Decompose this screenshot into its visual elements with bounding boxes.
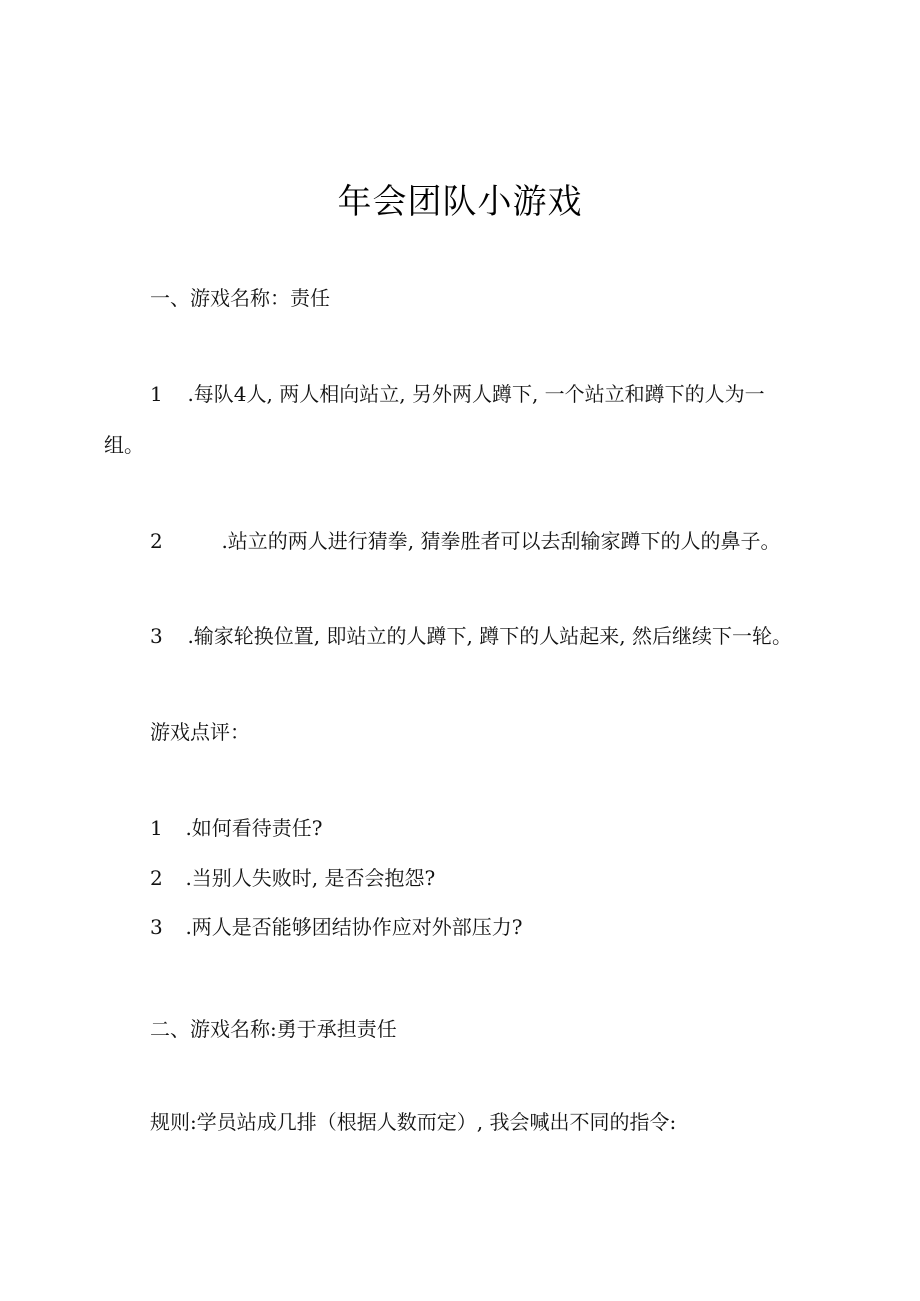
step-3-number: 3	[150, 624, 163, 648]
review-item-1	[150, 814, 323, 842]
review-item-3-text: .两人是否能够团结协作应对外部压力?	[185, 915, 523, 939]
step-3-text: .输家轮换位置, 即站立的人蹲下, 蹲下的人站起来, 然后继续下一轮。	[187, 624, 792, 648]
document-title: 年会团队小游戏	[337, 182, 583, 222]
step-3	[150, 622, 792, 650]
step-2	[150, 527, 781, 555]
review-item-2-text: .当别人失败时, 是否会抱怨?	[185, 866, 436, 890]
step-1-number: 1	[150, 382, 163, 406]
review-item-2	[150, 864, 435, 892]
review-item-3-number: 3	[150, 915, 163, 939]
step-2-number: 2	[150, 529, 163, 553]
step-1-wrap: 组。	[104, 433, 144, 457]
section2-rules: 规则:学员站成几排（根据人数而定）, 我会喊出不同的指令:	[150, 1110, 677, 1134]
review-item-2-number: 2	[150, 866, 163, 890]
step-1	[150, 380, 765, 408]
step-1-text: .每队4人, 两人相向站立, 另外两人蹲下, 一个站立和蹲下的人为一	[187, 382, 765, 406]
step-2-text: .站立的两人进行猜拳, 猜拳胜者可以去刮输家蹲下的人的鼻子。	[221, 529, 781, 553]
review-item-1-number: 1	[150, 816, 163, 840]
section1-heading: 一、游戏名称：责任	[150, 286, 330, 310]
review-item-3	[150, 913, 523, 941]
review-item-1-text: .如何看待责任?	[185, 816, 323, 840]
section2-heading: 二、游戏名称:勇于承担责任	[150, 1017, 397, 1041]
review-heading: 游戏点评：	[150, 720, 250, 744]
